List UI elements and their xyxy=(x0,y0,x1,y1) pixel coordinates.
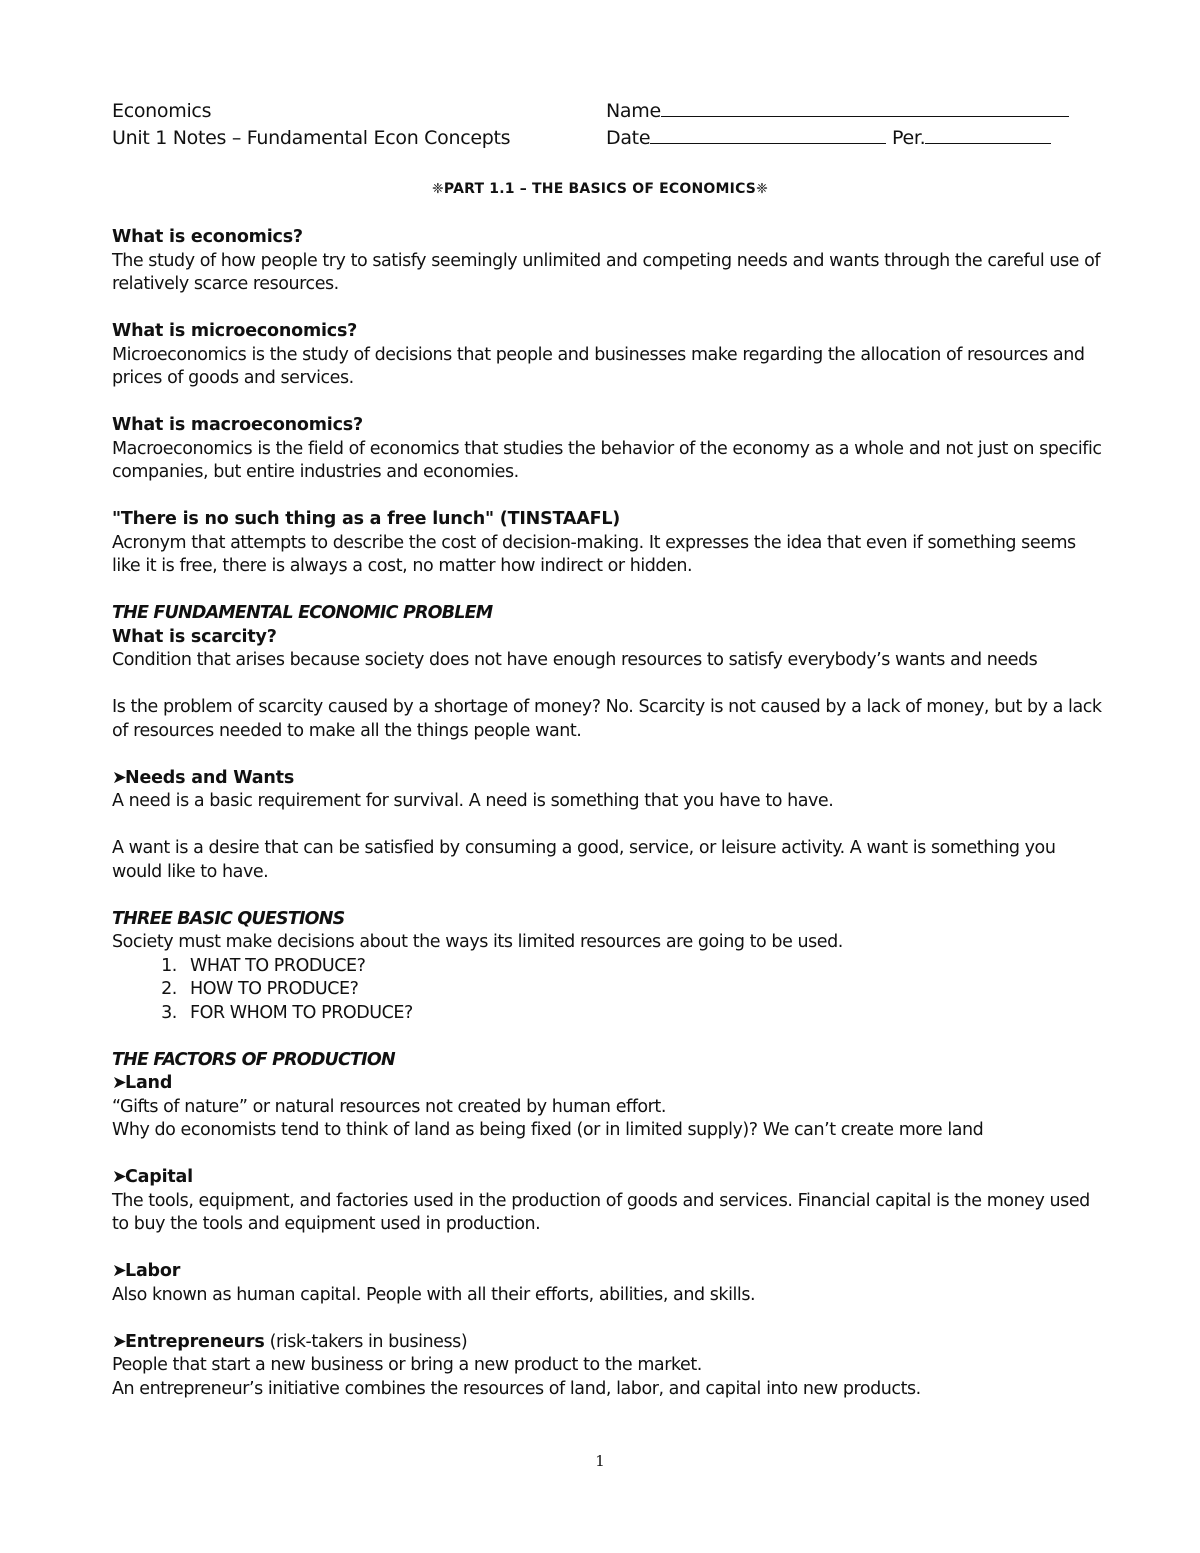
three-questions-text: Society must make decisions about the ways its limited resources are going to be used. xyxy=(112,932,843,952)
arrow-bullet-icon: ➤ xyxy=(112,1261,127,1281)
list-item: 2. HOW TO PRODUCE? xyxy=(182,978,1102,1002)
date-label: Date xyxy=(606,127,651,149)
course-title: Economics xyxy=(112,100,212,122)
heading-factors: THE FACTORS OF PRODUCTION xyxy=(112,1049,395,1070)
per-label: Per. xyxy=(891,127,926,149)
labor-text: Also known as human capital. People with all their efforts, abilities, and skills. xyxy=(112,1284,756,1305)
name-blank xyxy=(661,98,1069,117)
date-blank xyxy=(650,125,886,144)
heading-labor: ➤Labor xyxy=(112,1260,1102,1284)
answer-scarcity: Condition that arises because society does not have enough resources to satisfy everybody’s wants and needs xyxy=(112,650,1038,670)
three-questions-list xyxy=(112,955,1102,1026)
answer-microeconomics: Microeconomics is the study of decisions that people and businesses make regarding the allocation of resources and prices of goods and services. xyxy=(112,344,1085,388)
heading-land: ➤Land xyxy=(112,1072,1102,1096)
question-microeconomics: What is microeconomics? xyxy=(112,321,358,341)
answer-economics: The study of how people try to satisfy seemingly unlimited and competing needs and wants through the careful use of relatively scarce resources. xyxy=(112,250,1101,294)
entrepreneur-initiative-text: An entrepreneur’s initiative combines the resources of land, labor, and capital into new products. xyxy=(112,1378,921,1399)
answer-macroeconomics: Macroeconomics is the field of economics that studies the behavior of the economy as a whole and not just on specific companies, but entire industries and economies. xyxy=(112,438,1102,482)
heading-capital: ➤Capital xyxy=(112,1166,1102,1190)
answer-tinstaafl: Acronym that attempts to describe the cost of decision-making. It expresses the idea that even if something seems like it is free, there is always a cost, no matter how indirect or hidden. xyxy=(112,532,1076,576)
question-macroeconomics: What is macroeconomics? xyxy=(112,415,363,435)
list-item: 1. WHAT TO PRODUCE? xyxy=(182,955,1102,979)
arrow-bullet-icon: ➤ xyxy=(112,1167,127,1187)
question-tinstaafl: "There is no such thing as a free lunch" (TINSTAAFL) xyxy=(112,509,621,529)
arrow-bullet-icon: ➤ xyxy=(112,767,127,788)
question-economics: What is economics? xyxy=(112,227,303,247)
entrepreneur-text: People that start a new business or bring a new product to the market. xyxy=(112,1355,702,1375)
date-per-field xyxy=(606,124,1051,152)
need-definition: A need is a basic requirement for survival. A need is something that you have to have. xyxy=(112,791,834,811)
name-label: Name xyxy=(606,100,661,122)
heading-fundamental-problem: THE FUNDAMENTAL ECONOMIC PROBLEM xyxy=(112,603,493,623)
scarcity-money-text: Is the problem of scarcity caused by a shortage of money? No. Scarcity is not caused by a lack of money, but by a lack of resources needed to make all the things people want. xyxy=(112,697,1102,741)
heading-entrepreneurs: ➤Entrepreneurs (risk-takers in business) xyxy=(112,1331,1102,1355)
heading-three-questions: THREE BASIC QUESTIONS xyxy=(112,908,345,929)
heading-needs-wants: ➤Needs and Wants xyxy=(112,767,1102,791)
part-title: ❈PART 1.1 – THE BASICS OF ECONOMICS❈ xyxy=(431,181,769,197)
arrow-bullet-icon: ➤ xyxy=(112,1073,127,1093)
arrow-bullet-icon: ➤ xyxy=(112,1331,127,1352)
list-item: 3. FOR WHOM TO PRODUCE? xyxy=(182,1002,1102,1026)
per-blank xyxy=(925,125,1051,144)
capital-text: The tools, equipment, and factories used in the production of goods and services. Financial capital is the money used to buy the tools and equipment used in production. xyxy=(112,1190,1090,1234)
name-field xyxy=(606,97,1069,125)
land-fixed-text: Why do economists tend to think of land as being fixed (or in limited supply)? We can’t create more land xyxy=(112,1120,984,1140)
question-scarcity: What is scarcity? xyxy=(112,626,277,647)
page-number: 1 xyxy=(595,1452,605,1470)
land-text: “Gifts of nature” or natural resources not created by human effort. xyxy=(112,1096,666,1117)
notes-body xyxy=(112,226,1102,1401)
want-definition: A want is a desire that can be satisfied by consuming a good, service, or leisure activity. A want is something you would like to have. xyxy=(112,838,1056,882)
unit-title: Unit 1 Notes – Fundamental Econ Concepts xyxy=(112,127,511,149)
